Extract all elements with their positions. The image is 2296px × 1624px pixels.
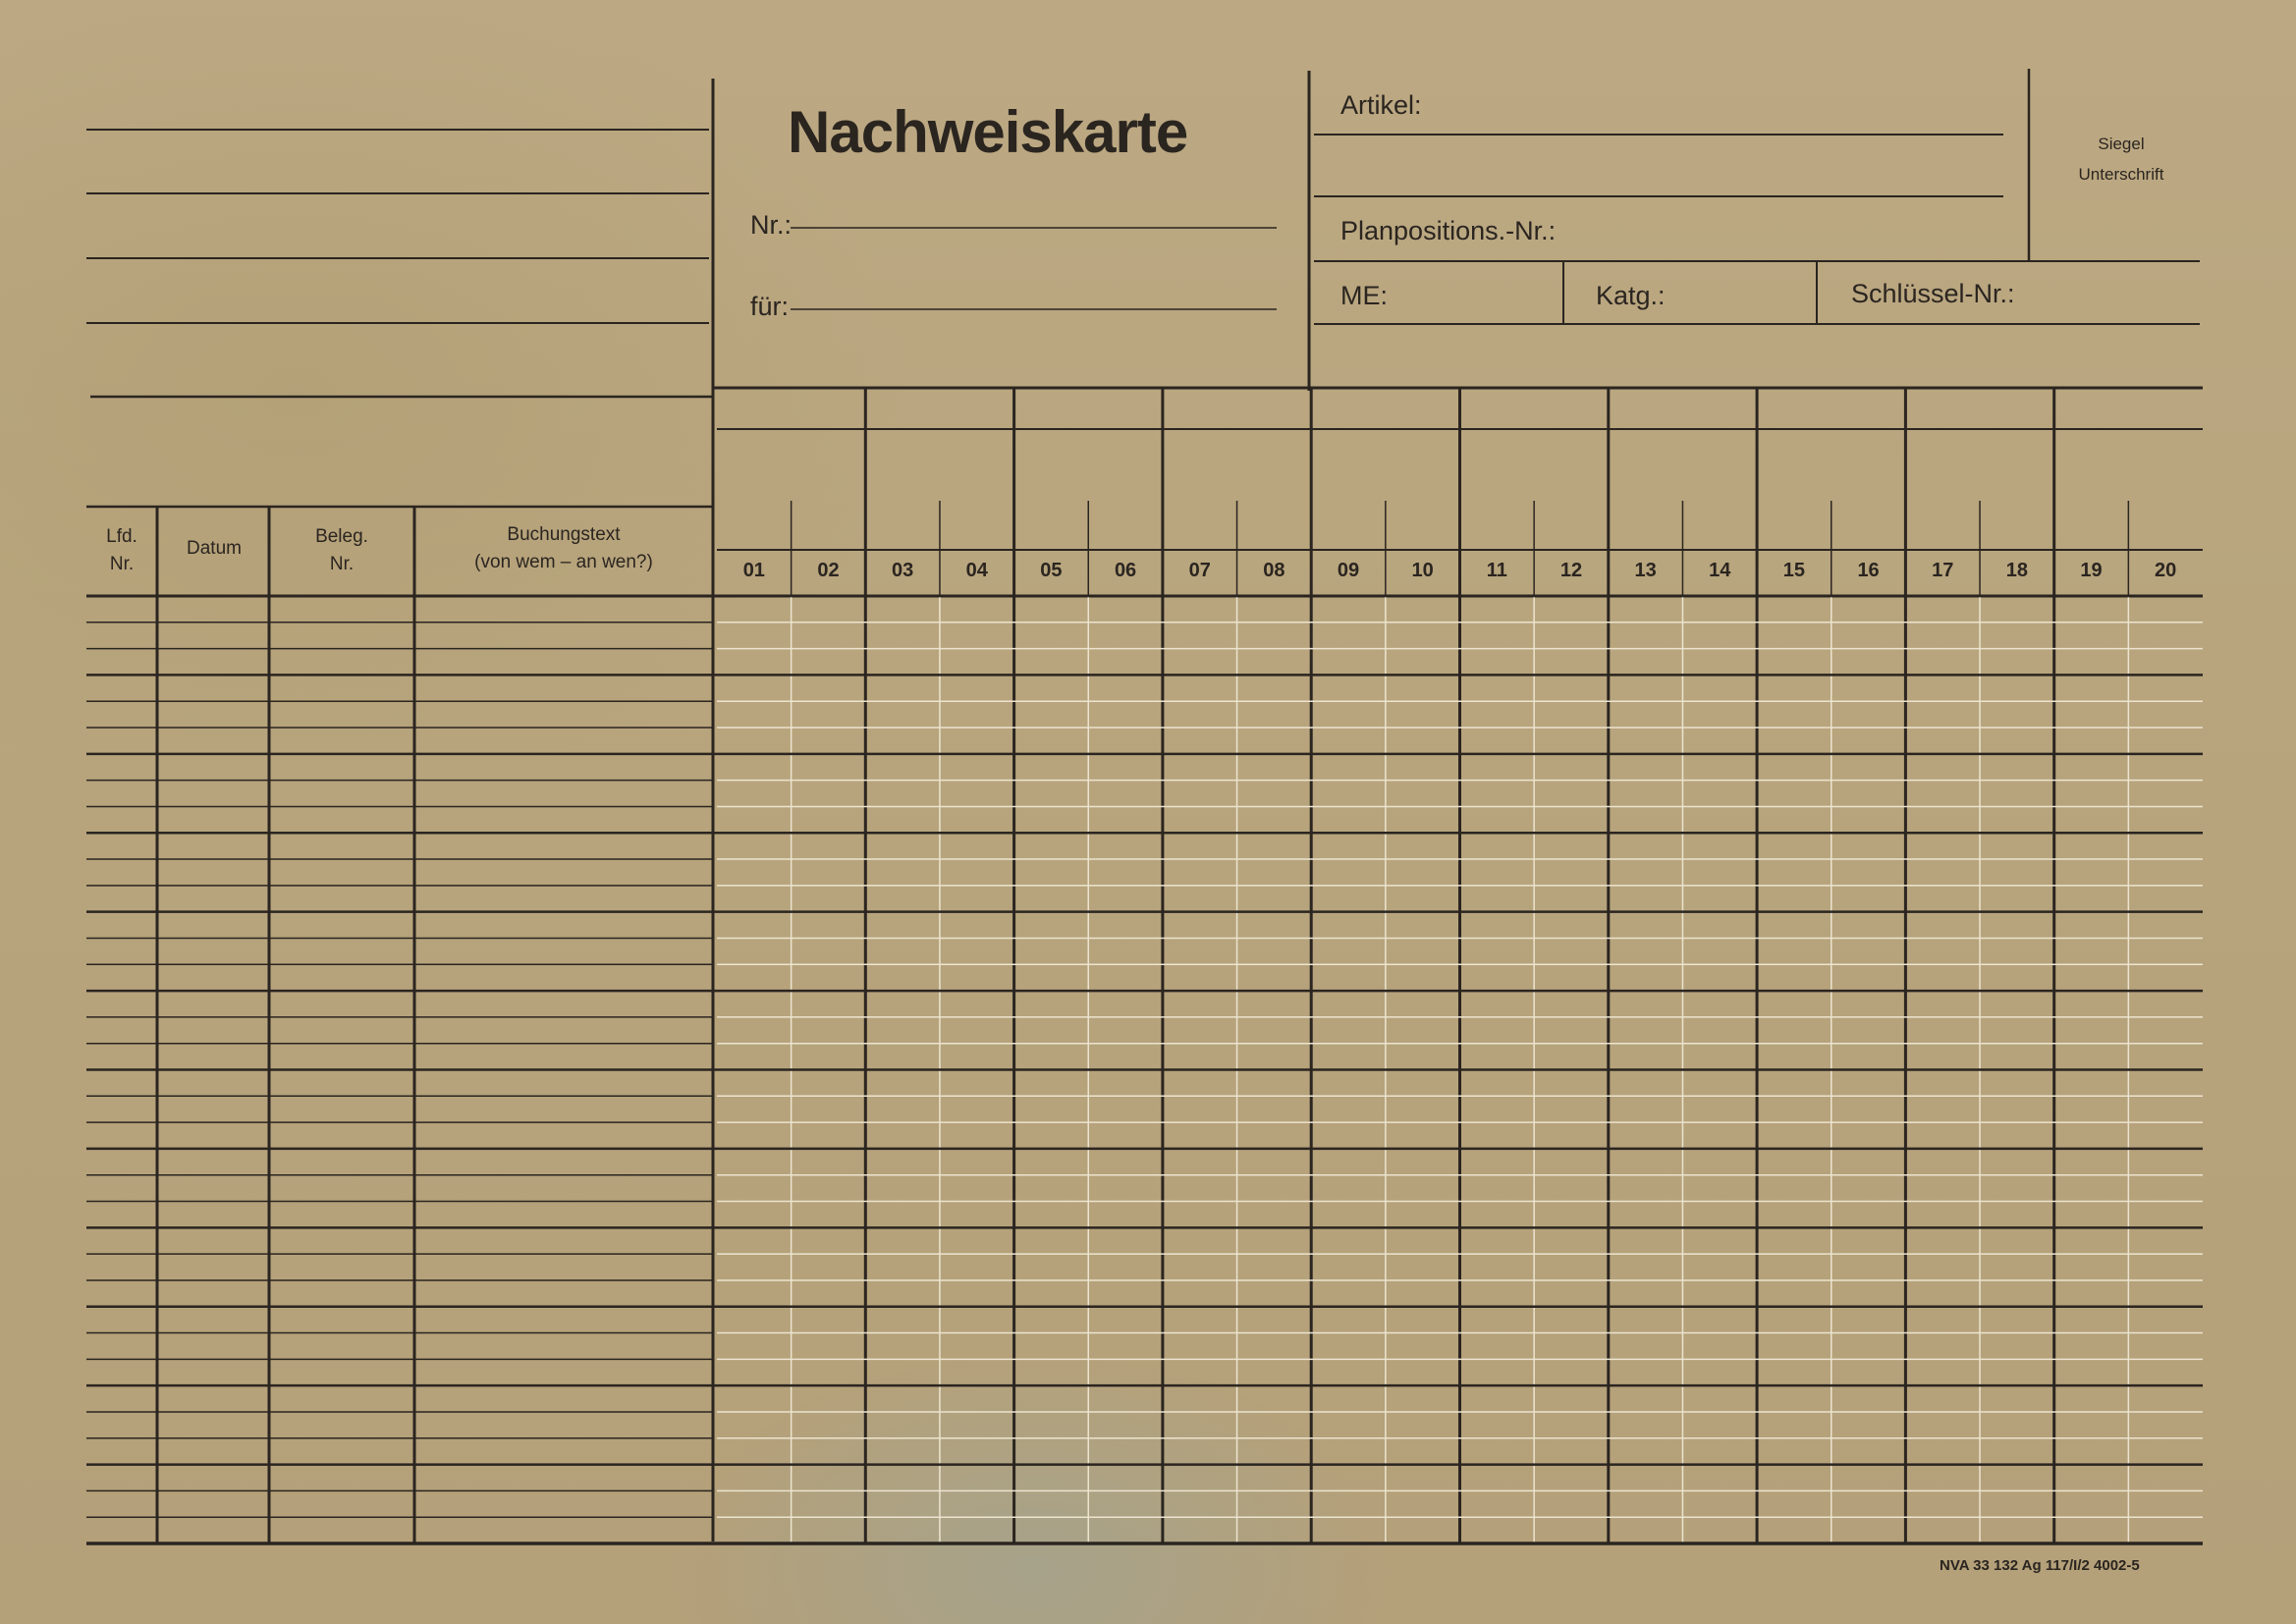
column-number-20: 20: [2155, 560, 2177, 581]
header-lfd-line1: Lfd.: [106, 526, 137, 547]
column-number-08: 08: [1263, 560, 1285, 581]
katg-label: Katg.:: [1596, 281, 1666, 310]
column-number-19: 19: [2080, 560, 2103, 581]
column-number-12: 12: [1559, 560, 1583, 581]
header-buchungstext-line2: (von wem – an wen?): [474, 552, 653, 572]
form-code-footer: NVA 33 132 Ag 117/I/2 4002-5: [1940, 1557, 2140, 1574]
column-number-02: 02: [817, 560, 840, 581]
siegel-label: Siegel: [2098, 135, 2145, 153]
column-number-18: 18: [2005, 560, 2028, 581]
column-number-05: 05: [1040, 560, 1063, 581]
unterschrift-label: Unterschrift: [2078, 165, 2164, 184]
column-number-09: 09: [1337, 560, 1360, 581]
header-lfd-line2: Nr.: [109, 554, 135, 574]
column-number-03: 03: [892, 560, 914, 581]
column-number-13: 13: [1634, 560, 1657, 581]
column-number-01: 01: [742, 560, 765, 581]
planposition-label: Planpositions.-Nr.:: [1340, 216, 1557, 245]
column-number-10: 10: [1411, 560, 1434, 581]
column-number-07: 07: [1188, 560, 1211, 581]
header-buchungstext-line1: Buchungstext: [507, 524, 621, 545]
artikel-label: Artikel:: [1340, 90, 1422, 120]
me-label: ME:: [1340, 281, 1389, 310]
column-number-06: 06: [1114, 560, 1137, 581]
nr-label: Nr.:: [750, 210, 793, 240]
header-beleg-line2: Nr.: [329, 554, 355, 574]
header-datum: Datum: [187, 538, 242, 559]
header-beleg-line1: Beleg.: [315, 526, 368, 547]
schluessel-label: Schlüssel-Nr.:: [1851, 279, 2015, 308]
column-number-16: 16: [1857, 560, 1880, 581]
column-number-04: 04: [965, 560, 988, 581]
column-number-11: 11: [1486, 560, 1507, 581]
column-number-14: 14: [1709, 560, 1731, 581]
column-number-17: 17: [1932, 560, 1954, 581]
fuer-label: für:: [750, 292, 790, 321]
column-number-15: 15: [1782, 560, 1806, 581]
form-title: Nachweiskarte: [788, 99, 1188, 165]
